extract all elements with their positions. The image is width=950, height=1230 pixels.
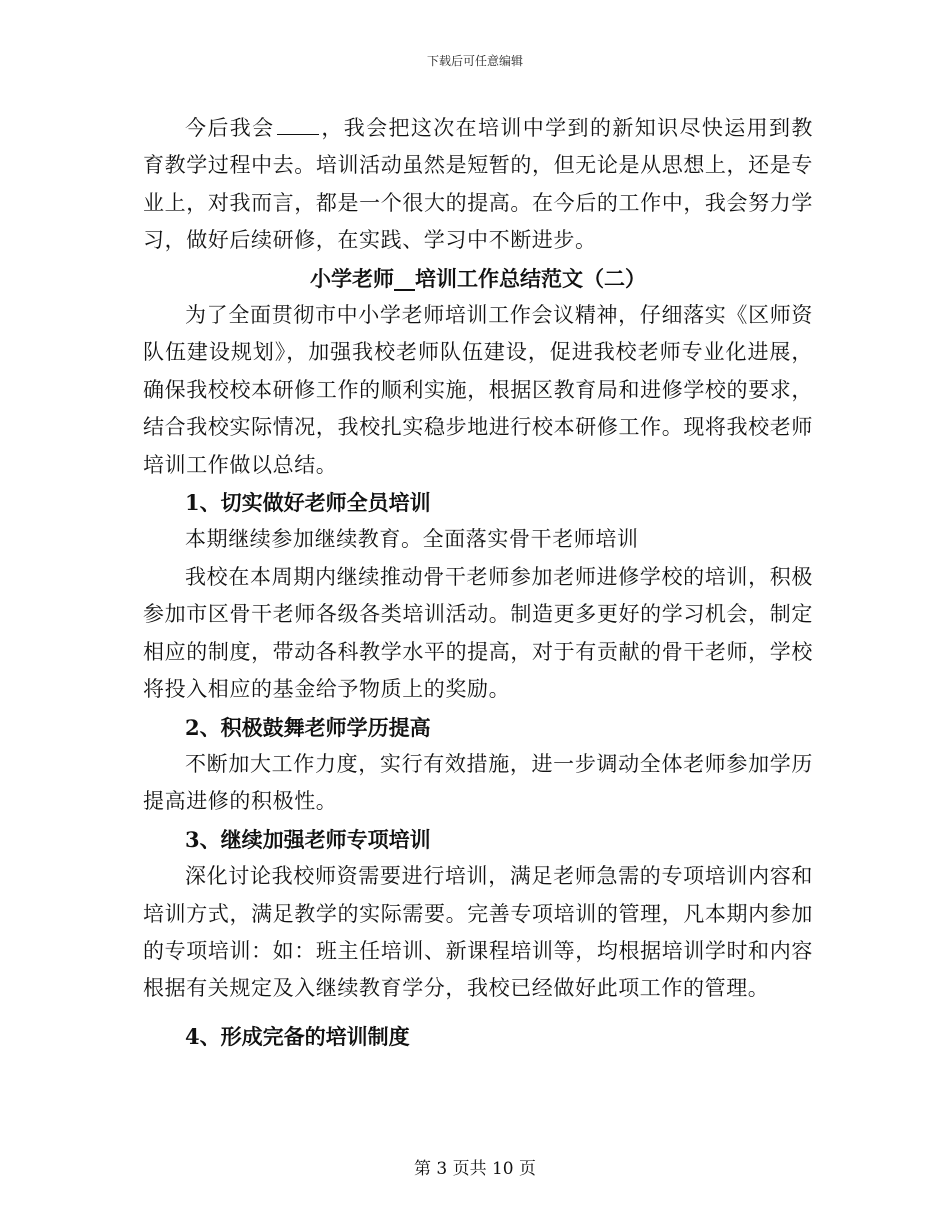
page-number: 第 3 页共 10 页 [413,1159,537,1179]
paragraph: 我校在本周期内继续推动骨干老师参加老师进修学校的培训，积极参加市区骨干老师各级各类培训活动。制造更多更好的学习机会，制定相应的制度，带动各科教学水平的提高，对于有贡献的骨干老师，学校将投入相应的基金给予物质上的奖励。 [143,564,813,702]
heading-4: 4、形成完备的培训制度 [185,1023,410,1049]
paragraph-text: 今后我会 [185,116,275,140]
heading-2: 2、积极鼓舞老师学历提高 [185,714,431,740]
paragraph-text: ，我会把这次在培训中学到的新知识尽快运用到教育教学过程中去。培训活动虽然是短暂的，但无论是从思想上，还是专业上，对我而言，都是一个很大的提高。在今后的工作中，我会努力学习，做好后续研修，在实践、学习中不断进步。 [143,116,813,253]
paragraph-closing [143,110,813,260]
document-body [143,110,813,1055]
paragraph-intro: 为了全面贯彻市中小学老师培训工作会议精神，仔细落实《区师资队伍建设规划》，加强我校老师队伍建设，促进我校老师专业化进展，确保我校校本研修工作的顺利实施，根据区教育局和进修学校的要求，结合我校实际情况，我校扎实稳步地进行校本研修工作。现将我校老师培训工作做以总结。 [143,303,813,477]
heading-3: 3、继续加强老师专项培训 [185,826,431,852]
paragraph: 不断加大工作力度，实行有效措施，进一步调动全体老师参加学历提高进修的积极性。 [143,751,813,814]
section-title: 小学老师__培训工作总结范文（二） [310,265,646,291]
paragraph: 深化讨论我校师资需要进行培训，满足老师急需的专项培训内容和培训方式，满足教学的实际需要。完善专项培训的管理，凡本期内参加的专项培训：如：班主任培训、新课程培训等，均根据培训学时和内容根据有关规定及入继续教育学分，我校已经做好此项工作的管理。 [143,864,813,1001]
heading-1: 1、切实做好老师全员培训 [185,490,431,516]
paragraph: 本期继续参加继续教育。全面落实骨干老师培训 [185,527,639,552]
page-header: 下载后可任意编辑 [426,54,523,68]
fill-blank [277,118,319,135]
